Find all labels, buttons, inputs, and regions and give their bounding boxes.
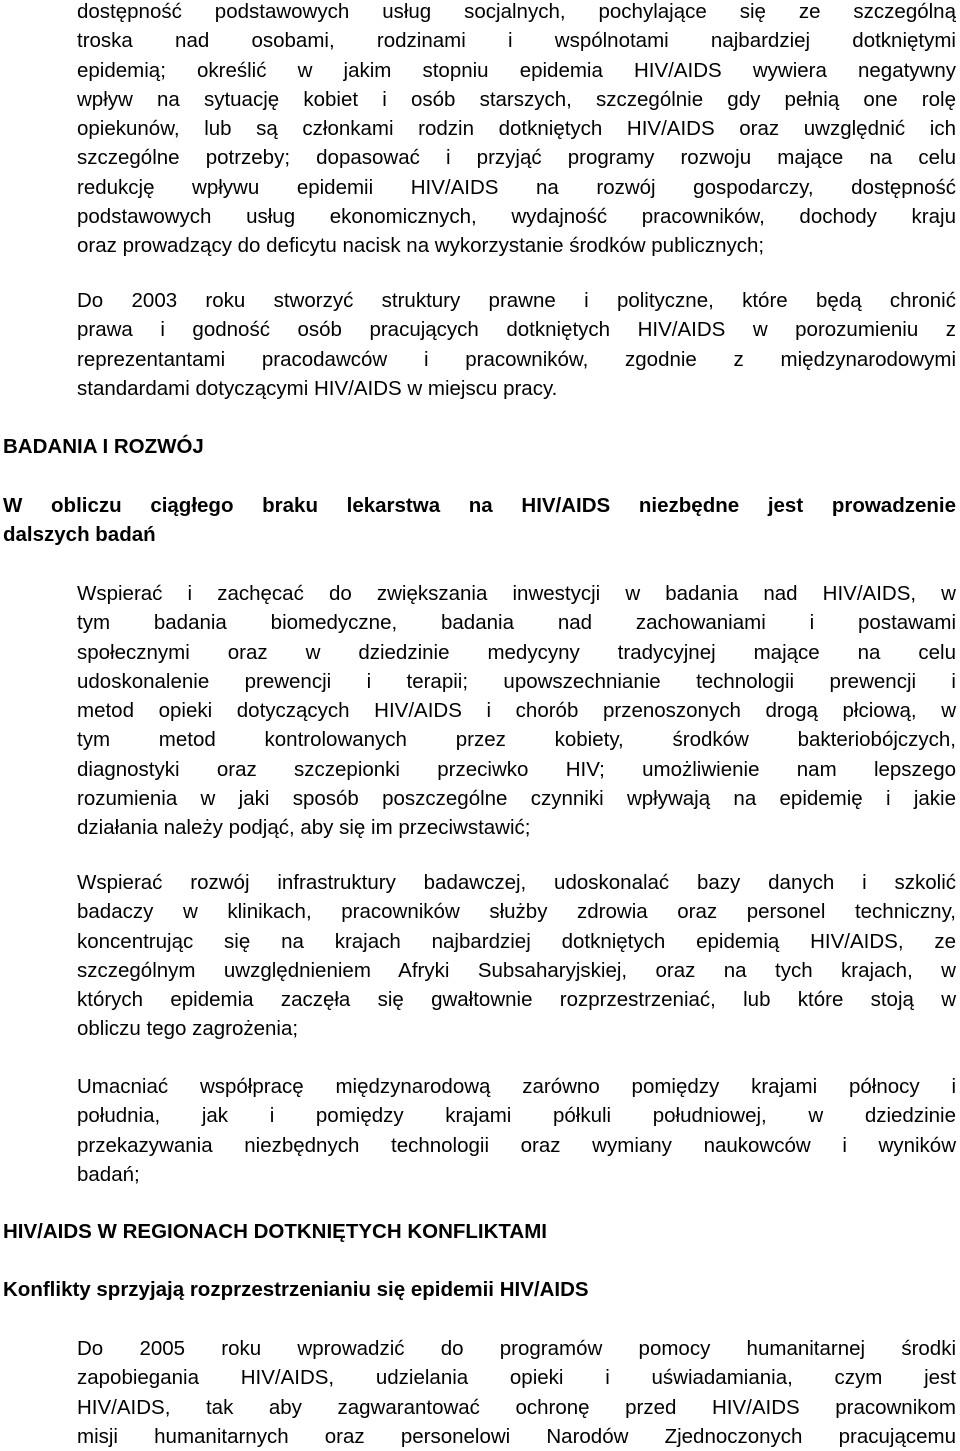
text-line: metod opieki dotyczących HIV/AIDS i chorób przenoszonych drogą płciową, w: [77, 699, 956, 723]
text-line: HIV/AIDS, tak aby zagwarantować ochronę przed HIV/AIDS pracownikom: [77, 1395, 956, 1419]
text-line: badań;: [77, 1162, 140, 1186]
text-line: Do 2003 roku stworzyć struktury prawne i polityczne, które będą chronić: [77, 289, 956, 312]
text-line: zapobiegania HIV/AIDS, udzielania opieki i uświadamiania, czym jest: [77, 1366, 956, 1390]
text-line: oraz prowadzący do deficytu nacisk na wykorzystanie środków publicznych;: [77, 234, 765, 258]
text-line: wpływ na sytuację kobiet i osób starszych, szczególnie gdy pełnią one rolę: [77, 87, 956, 111]
text-line: prawa i godność osób pracujących dotkniętych HIV/AIDS w porozumieniu z: [77, 318, 956, 342]
text-line: dostępność podstawowych usług socjalnych, pochylające się ze szczególną: [77, 0, 956, 23]
text-line: opiekunów, lub są członkami rodzin dotkniętych HIV/AIDS oraz uwzględnić ich: [77, 117, 956, 141]
paragraph-social-services: [77, 0, 956, 261]
text-line: przekazywania niezbędnych technologii oraz wymiany naukowców i wyników: [77, 1133, 956, 1157]
text-line: misji humanitarnych oraz personelowi Narodów Zjednoczonych pracującemu: [77, 1424, 956, 1448]
text-line: troska nad osobami, rodzinami i wspólnotami najbardziej dotkniętymi: [77, 29, 956, 53]
text-line: badaczy w klinikach, pracowników służby zdrowia oraz personel techniczny,: [77, 900, 956, 924]
text-line: Wspierać i zachęcać do zwiększania inwestycji w badania nad HIV/AIDS, w: [77, 582, 956, 605]
section-heading-conflict: HIV/AIDS W REGIONACH DOTKNIĘTYCH KONFLIKTAMI: [3, 1220, 547, 1243]
text-line: podstawowych usług ekonomicznych, wydajność pracowników, dochody kraju: [77, 205, 956, 229]
paragraph-international-cooperation: [77, 1072, 956, 1189]
text-line: szczególne potrzeby; dopasować i przyjąć programy rozwoju mające na celu: [77, 146, 956, 170]
paragraph-legal-structures: [77, 286, 956, 403]
text-line: tym badania biomedyczne, badania nad zachowaniami i postawami: [77, 611, 956, 635]
text-line: redukcję wpływu epidemii HIV/AIDS na rozwój gospodarczy, dostępność: [77, 175, 956, 199]
paragraph-research-investment: [77, 579, 956, 843]
text-line: rozumienia w jaki sposób poszczególne czynniki wpływają na epidemię i jakie: [77, 787, 956, 811]
subheading-research: [3, 491, 956, 550]
text-line: Umacniać współpracę międzynarodową zarówno pomiędzy krajami północy i: [77, 1075, 956, 1098]
text-line: koncentrując się na krajach najbardziej dotkniętych epidemią HIV/AIDS, ze: [77, 929, 956, 953]
paragraph-humanitarian-programs: [77, 1334, 956, 1451]
text-line: reprezentantami pracodawców i pracowników, zgodnie z międzynarodowymi: [77, 347, 956, 371]
text-line: Konflikty sprzyjają rozprzestrzenianiu się epidemii HIV/AIDS: [3, 1278, 589, 1301]
text-line: południa, jak i pomiędzy krajami półkuli południowej, w dziedzinie: [77, 1104, 956, 1128]
text-line: tym metod kontrolowanych przez kobiety, środków bakteriobójczych,: [77, 728, 956, 752]
text-line: diagnostyki oraz szczepionki przeciwko HIV; umożliwienie nam lepszego: [77, 757, 956, 781]
text-line: szczególnym uwzględnieniem Afryki Subsaharyjskiej, oraz na tych krajach, w: [77, 958, 956, 982]
text-line: społecznymi oraz w dziedzinie medycyny tradycyjnej mające na celu: [77, 640, 956, 664]
text-line: epidemią; określić w jakim stopniu epidemia HIV/AIDS wywiera negatywny: [77, 58, 956, 82]
text-line: Do 2005 roku wprowadzić do programów pomocy humanitarnej środki: [77, 1337, 956, 1360]
text-line: których epidemia zaczęła się gwałtownie rozprzestrzeniać, lub które stoją w: [77, 988, 956, 1012]
paragraph-research-infrastructure: [77, 868, 956, 1044]
text-line: dalszych badań: [3, 523, 156, 547]
text-line: standardami dotyczącymi HIV/AIDS w miejscu pracy.: [77, 376, 558, 400]
text-line: udoskonalenie prewencji i terapii; upowszechnianie technologii prewencji i: [77, 669, 956, 693]
section-heading-research: BADANIA I ROZWÓJ: [3, 435, 204, 458]
text-line: działania należy podjąć, aby się im przeciwstawić;: [77, 816, 531, 840]
text-line: W obliczu ciągłego braku lekarstwa na HIV/AIDS niezbędne jest prowadzenie: [3, 494, 956, 517]
text-line: obliczu tego zagrożenia;: [77, 1017, 299, 1041]
subheading-conflict: [3, 1275, 956, 1304]
text-line: Wspierać rozwój infrastruktury badawczej, udoskonalać bazy danych i szkolić: [77, 871, 956, 894]
